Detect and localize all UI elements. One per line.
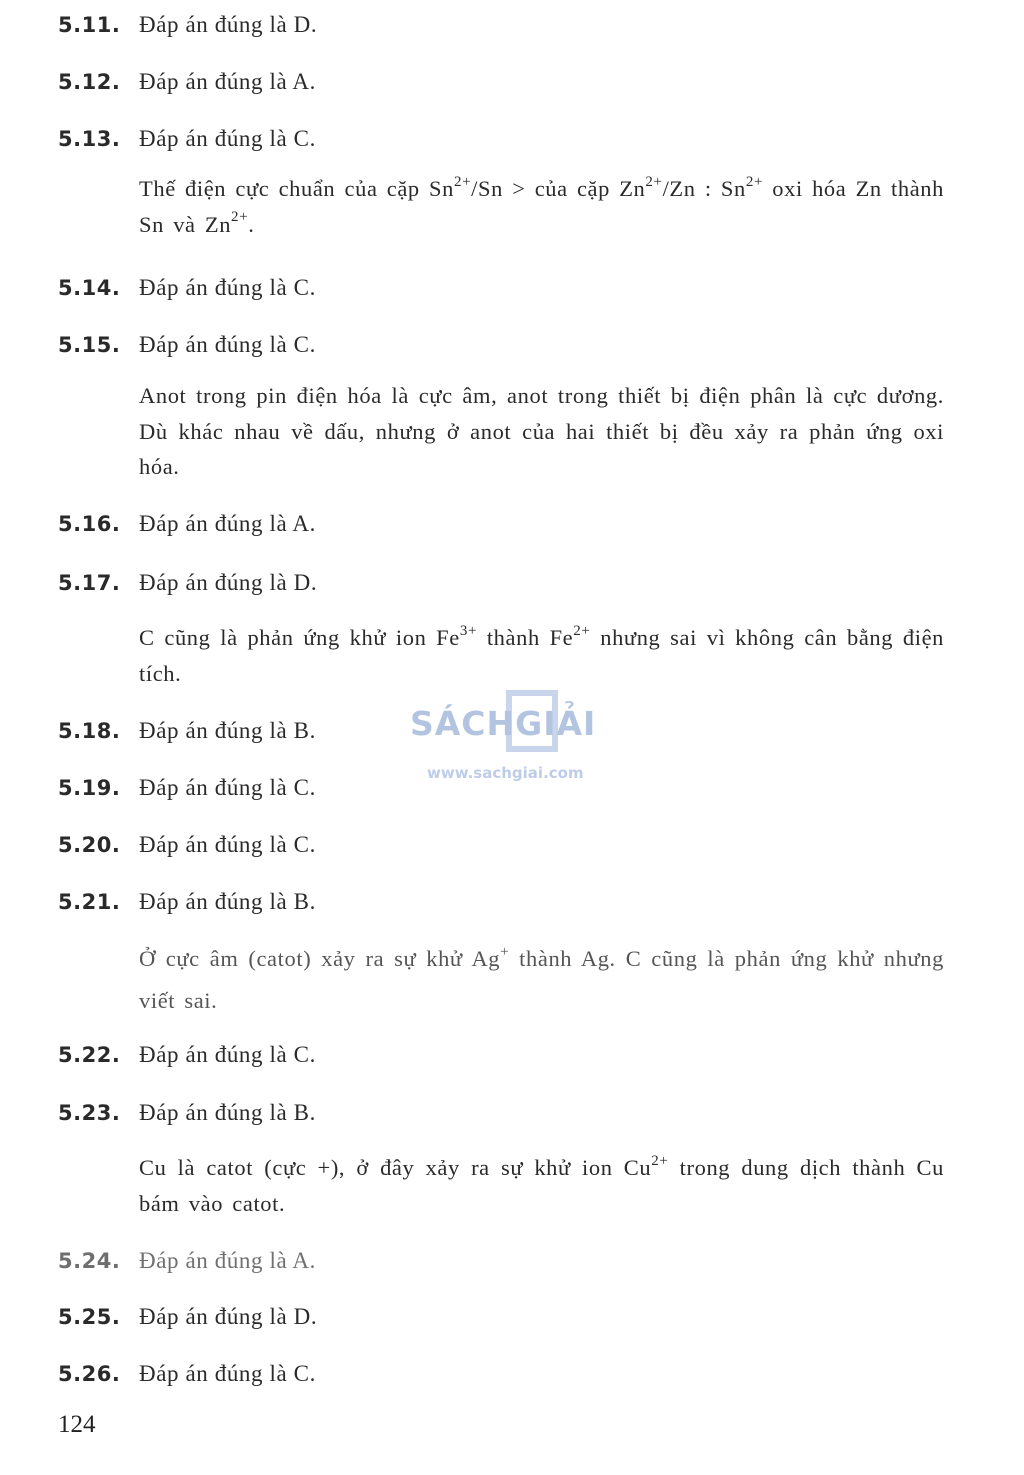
superscript-charge: + bbox=[500, 943, 510, 960]
answer-5-12 bbox=[0, 64, 1024, 100]
explanation-text: . bbox=[248, 211, 255, 237]
answer-number: 5.19. bbox=[58, 776, 121, 800]
answer-5-24 bbox=[0, 1243, 1024, 1279]
watermark-brand: SÁCHGIẢI bbox=[410, 704, 597, 743]
answer-5-20 bbox=[0, 827, 1024, 863]
explanation-text: /Zn : Sn bbox=[662, 176, 746, 201]
superscript-charge: 2+ bbox=[651, 1152, 669, 1169]
explanation-5-17 bbox=[139, 620, 944, 691]
explanation-text: C cũng là phản ứng khử ion Fe bbox=[139, 625, 460, 650]
explanation-5-13 bbox=[139, 171, 944, 242]
answer-5-14 bbox=[0, 270, 1024, 306]
answer-number: 5.14. bbox=[58, 276, 121, 300]
answer-text: Đáp án đúng là A. bbox=[139, 69, 316, 94]
answer-5-13 bbox=[0, 121, 1024, 157]
answer-text: Đáp án đúng là D. bbox=[139, 1304, 318, 1329]
explanation-text: trong dung dịch thành Cu bám vào catot. bbox=[139, 1155, 944, 1216]
answer-text: Đáp án đúng là C. bbox=[139, 275, 316, 300]
answer-text: Đáp án đúng là C. bbox=[139, 126, 316, 151]
answer-number: 5.15. bbox=[58, 333, 121, 357]
answer-number: 5.16. bbox=[58, 512, 121, 536]
superscript-charge: 2+ bbox=[745, 173, 764, 190]
explanation-text: thành Fe bbox=[477, 625, 574, 650]
answer-text: Đáp án đúng là D. bbox=[139, 570, 318, 595]
answer-number: 5.20. bbox=[58, 833, 121, 857]
answer-5-23 bbox=[0, 1095, 1024, 1131]
answer-text: Đáp án đúng là B. bbox=[139, 889, 316, 914]
answer-text: Đáp án đúng là B. bbox=[139, 1100, 316, 1125]
superscript-charge: 2+ bbox=[453, 173, 472, 190]
answer-5-21 bbox=[0, 884, 1024, 920]
answer-text: Đáp án đúng là C. bbox=[139, 1042, 316, 1067]
answer-number: 5.25. bbox=[58, 1305, 121, 1329]
watermark-url: www.sachgiai.com bbox=[427, 764, 584, 782]
answer-5-25 bbox=[0, 1299, 1024, 1335]
superscript-charge: 2+ bbox=[573, 622, 591, 639]
explanation-text: Ở cực âm (catot) xảy ra sự khử Ag bbox=[139, 946, 501, 971]
answer-text: Đáp án đúng là A. bbox=[139, 1248, 316, 1273]
answer-5-15 bbox=[0, 327, 1024, 363]
page-number: 124 bbox=[58, 1411, 96, 1438]
explanation-text: nhưng sai vì không cân bằng điện tích. bbox=[139, 625, 945, 686]
answer-number: 5.12. bbox=[58, 70, 121, 94]
answer-5-11 bbox=[0, 7, 1024, 43]
answer-number: 5.24. bbox=[58, 1249, 121, 1273]
explanation-text: Cu là catot (cực +), ở đây xảy ra sự khử ion Cu bbox=[139, 1155, 652, 1180]
explanation-5-23 bbox=[139, 1150, 944, 1221]
explanation-text: thành Ag. C cũng là phản ứng khử nhưng viết sai. bbox=[139, 946, 944, 1013]
explanation-text: Thế điện cực chuẩn của cặp Sn bbox=[139, 176, 454, 201]
explanation-5-21 bbox=[139, 938, 944, 1022]
answer-number: 5.11. bbox=[58, 13, 121, 37]
answer-number: 5.26. bbox=[58, 1362, 121, 1386]
answer-5-16 bbox=[0, 506, 1024, 542]
answer-text: Đáp án đúng là C. bbox=[139, 832, 316, 857]
answer-5-26 bbox=[0, 1356, 1024, 1392]
answer-text: Đáp án đúng là A. bbox=[139, 511, 316, 536]
explanation-text: oxi hóa Zn thành Sn và Zn bbox=[139, 176, 944, 237]
answer-number: 5.22. bbox=[58, 1043, 121, 1067]
superscript-charge: 3+ bbox=[459, 622, 478, 639]
answer-number: 5.13. bbox=[58, 127, 121, 151]
answer-text: Đáp án đúng là C. bbox=[139, 332, 316, 357]
explanation-text: /Sn > của cặp Zn bbox=[471, 176, 646, 201]
superscript-charge: 2+ bbox=[645, 173, 663, 190]
answer-number: 5.18. bbox=[58, 719, 121, 743]
answer-text: Đáp án đúng là B. bbox=[139, 718, 316, 743]
answer-number: 5.21. bbox=[58, 890, 121, 914]
answer-text: Đáp án đúng là D. bbox=[139, 12, 318, 37]
answer-5-22 bbox=[0, 1037, 1024, 1073]
answer-text: Đáp án đúng là C. bbox=[139, 775, 316, 800]
superscript-charge: 2+ bbox=[231, 209, 249, 225]
watermark-logo bbox=[410, 690, 620, 790]
answer-number: 5.23. bbox=[58, 1101, 121, 1125]
answer-text: Đáp án đúng là C. bbox=[139, 1361, 316, 1386]
explanation-text: Anot trong pin điện hóa là cực âm, anot trong thiết bị điện phân là cực dương. Dù khác nhau về dấu, nhưng ở anot của hai thiết bị đều xảy ra phản ứng oxi hóa. bbox=[139, 383, 944, 479]
answer-number: 5.17. bbox=[58, 571, 121, 595]
answer-5-17 bbox=[0, 565, 1024, 601]
explanation-5-15 bbox=[139, 378, 944, 485]
